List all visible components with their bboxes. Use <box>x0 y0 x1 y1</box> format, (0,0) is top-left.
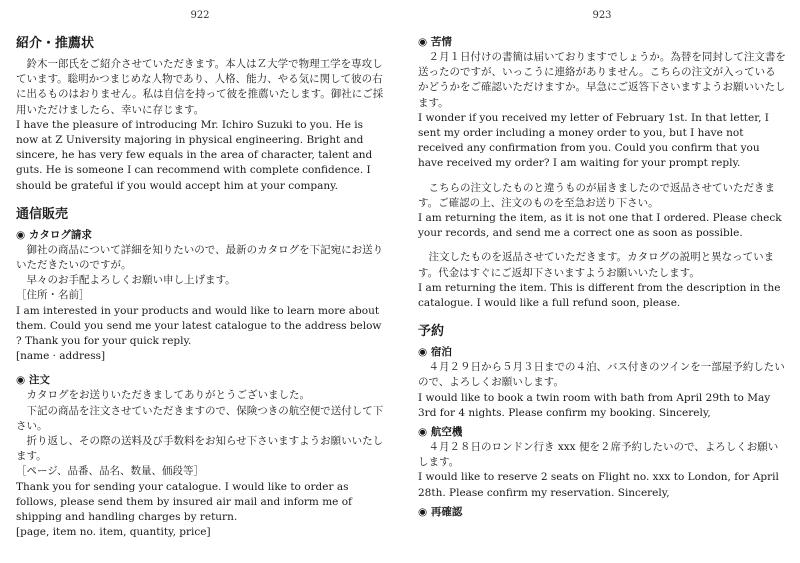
section-heading-mail-order: 通信販売 <box>16 206 69 222</box>
page-number: 922 <box>190 10 210 21</box>
english-note: [name · address] <box>16 350 106 363</box>
left-page <box>16 0 384 563</box>
item-heading-catalogue-request: ◉ カタログ請求 <box>16 228 92 241</box>
item-heading-complaint: ◉ 苦情 <box>418 36 452 48</box>
english-paragraph: I would like to reserve 2 seats on Flight no. xxx to London, for April 28th. Please confirm my reservation. Sincerely, <box>418 471 779 499</box>
japanese-paragraph: ２月１日付けの書簡は届いておりますでしょうか。為替を同封して注文書を送ったのですが、いっこうに連絡がありません。こちらの注文が入っているかどうかをご確認いただけますか。早急にご返答下さいますようお願いいたします。 <box>418 51 786 109</box>
japanese-paragraph: 注文したものを返品させていただきます。カタログの説明と異なっています。代金はすぐにご返却下さいますようお願いいたします。 <box>418 251 775 279</box>
section-heading-introduction: 紹介・推薦状 <box>16 36 95 51</box>
japanese-paragraph: 下記の商品を注文させていただきますので、保険つきの航空便で送付して下さい。 <box>16 404 384 432</box>
page-number: 923 <box>592 10 612 21</box>
english-paragraph: I am returning the item, as it is not one that I ordered. Please check your records, and send me a correct one as soon as possible. <box>418 212 782 240</box>
english-paragraph: I am returning the item. This is different from the description in the catalogue. I would like a full refund soon, please. <box>418 281 781 310</box>
right-page <box>418 0 786 563</box>
item-heading-airline: ◉ 航空機 <box>418 426 463 439</box>
english-note: [page, item no. item, quantity, price] <box>16 526 211 539</box>
english-paragraph: I am interested in your products and would like to learn more about them. Could you send me your latest catalogue to the address below ? Thank you for your quick reply. <box>16 304 382 348</box>
japanese-paragraph: ４月２９日から５月３日までの４泊、バス付きのツインを一部屋予約したいので、よろしくお願いします。 <box>418 361 785 389</box>
japanese-paragraph: 折り返し、その際の送料及び手数料をお知らせ下さいますようお願いいたします。 <box>16 435 384 463</box>
japanese-note: ［ページ、品番、品名、数量、価段等］ <box>16 465 204 478</box>
item-heading-order: ◉ 注文 <box>16 374 50 387</box>
english-paragraph: Thank you for sending your catalogue. I would like to order as follows, please send them by insured air mail and inform me of shipping and handling charges by return. <box>16 480 352 524</box>
japanese-paragraph: 早々のお手配よろしくお願い申し上げます。 <box>26 274 236 287</box>
english-paragraph: I wonder if you received my letter of February 1st. In that letter, I sent my order including a money order to you, but I have not received any confirmation from you. Could you confirm that you have received my order? I am waiting for your prompt reply. <box>418 111 769 170</box>
japanese-paragraph: 御社の商品について詳細を知りたいので、最新のカタログを下記宛にお送りいただきたいのですが。 <box>16 243 384 272</box>
japanese-note: ［住所・名前］ <box>16 289 90 302</box>
english-paragraph: I have the pleasure of introducing Mr. Ichiro Suzuki to you. He is now at Z University majoring in physical engineering. Bright and sincere, he has very few equals in the area of character, talent and guts. He is someone I can recommend with complete confidence. I should be grateful if you would accept him at your company. <box>16 118 373 192</box>
section-heading-reservation: 予約 <box>418 324 445 340</box>
japanese-paragraph: こちらの注文したものと違うものが届きましたので返品させていただきます。ご確認の上、注文のものを至急お送り下さい。 <box>418 181 775 209</box>
english-paragraph: I would like to book a twin room with bath from April 29th to May 3rd for 4 nights. Please confirm my booking. Sincerely, <box>418 391 771 419</box>
japanese-paragraph: 鈴木一郎氏をご紹介させていただきます。本人はＺ大学で物理工学を専攻しています。聡明かつまじめな人物であり、人格、能力、やる気に関して彼の右に出るものはおりません。私は自信を持って彼を推薦いたします。御社にご採用いただけましたら、幸いに存じます。 <box>16 58 384 116</box>
item-heading-accommodation: ◉ 宿泊 <box>418 346 452 359</box>
japanese-paragraph: ４月２８日のロンドン行き xxx 便を２席予約したいので、よろしくお願いします。 <box>418 441 779 469</box>
japanese-paragraph: カタログをお送りいただきましてありがとうございました。 <box>26 389 310 402</box>
item-heading-reconfirmation: ◉ 再確認 <box>418 505 463 518</box>
